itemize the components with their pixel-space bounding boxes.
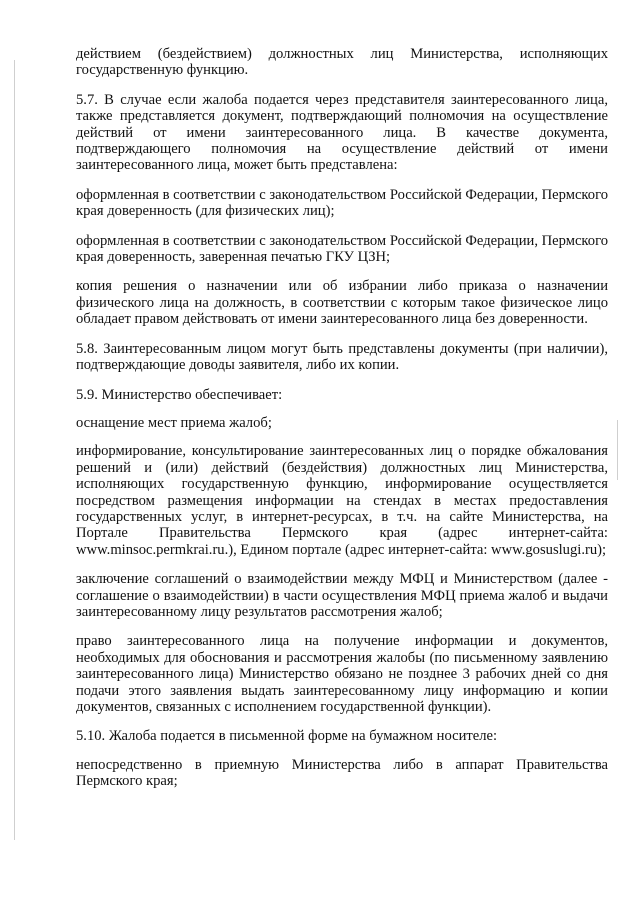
paragraph: оформленная в соответствии с законодательством Российской Федерации, Пермского края доверенность, заверенная печатью ГКУ ЦЗН; <box>76 232 608 266</box>
paragraph: непосредственно в приемную Министерства либо в аппарат Правительства Пермского края; <box>76 756 608 790</box>
document-page <box>76 46 608 803</box>
paragraph: оформленная в соответствии с законодательством Российской Федерации, Пермского края доверенность (для физических лиц); <box>76 186 608 220</box>
paragraph: заключение соглашений о взаимодействии между МФЦ и Министерством (далее - соглашение о взаимодействии) в части осуществления МФЦ приема жалоб и выдачи заинтересованному лицу результатов рассмотрения жалоб; <box>76 571 608 620</box>
paragraph-5-10: 5.10. Жалоба подается в письменной форме на бумажном носителе: <box>76 728 498 745</box>
paragraph: информирование, консультирование заинтересованных лиц о порядке обжалования решений и (или) действий (бездействия) должностных лиц Министерства, исполняющих государственную функцию, информирование осуществляется посредством размещения информации на стендах в местах предоставления государственных услуг, в интернет-ресурсах, в т.ч. на сайте Министерства, на Портале Правительства Пермского края (адрес интернет-сайта: www.minsoc.permkrai.ru.), Едином портале (адрес интернет-сайта: www.gosuslugi.ru); <box>76 443 608 558</box>
scan-edge-left <box>14 60 15 840</box>
paragraph-5-8: 5.8. Заинтересованным лицом могут быть представлены документы (при наличии), подтверждающие доводы заявителя, либо их копии. <box>76 340 608 374</box>
paragraph-5-9: 5.9. Министерство обеспечивает: <box>76 386 283 403</box>
paragraph: действием (бездействием) должностных лиц Министерства, исполняющих государственную функцию. <box>76 46 608 79</box>
paragraph: право заинтересованного лица на получение информации и документов, необходимых для обоснования и рассмотрения жалобы (по письменному заявлению заинтересованного лица) Министерство обязано не позднее 3 рабочих дней со дня подачи этого заявления выдать заинтересованному лицу информацию и копии документов, связанных с исполнением государственной функции). <box>76 633 608 715</box>
paragraph: копия решения о назначении или об избрании либо приказа о назначении физического лица на должность, в соответствии с которым такое физическое лицо обладает правом действовать от имени заинтересованного лица без доверенности. <box>76 278 608 328</box>
scan-edge-right <box>617 420 618 480</box>
paragraph: оснащение мест приема жалоб; <box>76 414 272 431</box>
paragraph-5-7: 5.7. В случае если жалоба подается через представителя заинтересованного лица, также представляется документ, подтверждающий полномочия на осуществление действий от имени заинтересованного лица. В качестве документа, подтверждающего полномочия на осуществление действий от имени заинтересованного лица, может быть представлена: <box>76 91 608 174</box>
